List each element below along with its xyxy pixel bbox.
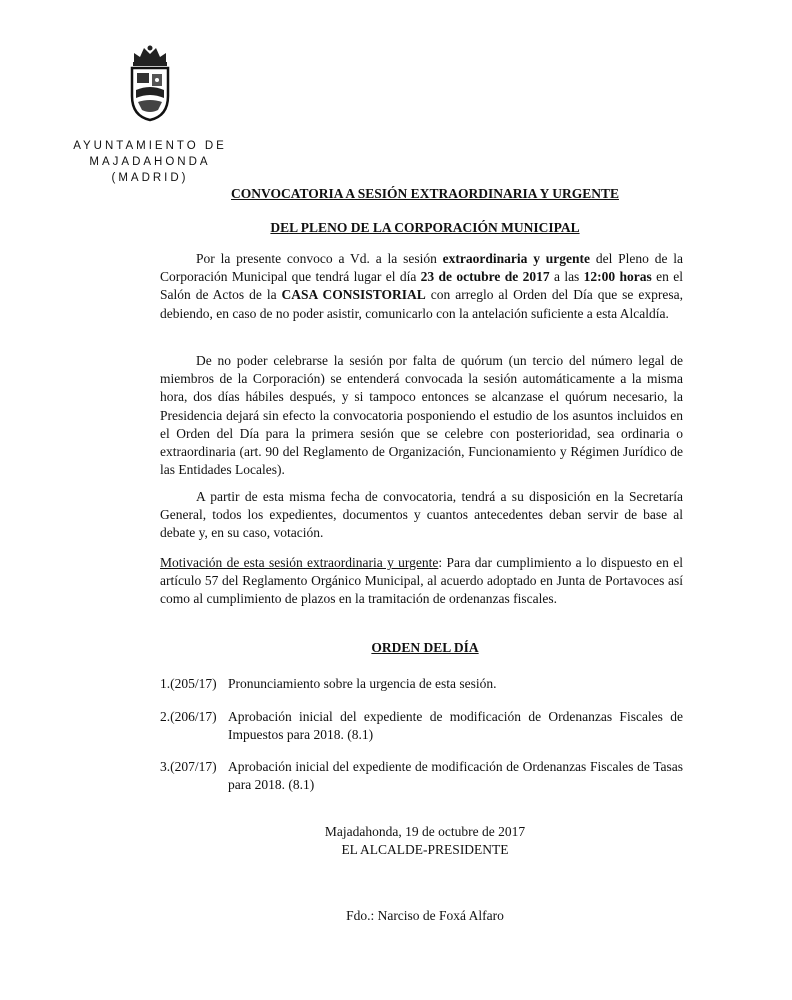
municipal-crest-icon (124, 44, 176, 122)
agenda-item (160, 675, 683, 693)
document-title: CONVOCATORIA A SESIÓN EXTRAORDINARIA Y URGENTE (231, 186, 619, 201)
session-time: 12:00 horas (583, 269, 652, 285)
institution-line-2: MAJADAHONDA (89, 156, 211, 168)
agenda-item-text: Aprobación inicial del expediente de modificación de Ordenanzas Fiscales de Tasas para 2018. (8.1) (228, 759, 683, 793)
agenda-item-text: Aprobación inicial del expediente de modificación de Ordenanzas Fiscales de Impuestos para 2018. (8.1) (228, 709, 683, 743)
paragraph-motivation: Motivación de esta sesión extraordinaria y urgente: Para dar cumplimiento a lo dispuesto en el artículo 57 del Reglamento Orgánico Municipal, al acuerdo adoptado en Junta de Portavoces así como al cumplimiento de plazos en la tramitación de ordenanzas fiscales. (160, 555, 683, 607)
institution-line-1: AYUNTAMIENTO DE (73, 140, 227, 152)
agenda-title: ORDEN DEL DÍA (371, 640, 479, 655)
paragraph-quorum: De no poder celebrarse la sesión por falta de quórum (un tercio del número legal de miembros de la Corporación) se entenderá convocada la sesión automáticamente a la misma hora, dos días hábiles después, y si tampoco entonces se alcanzase el quórum necesario, la Presidencia dejará sin efecto la convocatoria posponiendo el estudio de los asuntos incluidos en el Orden del Día para la primera sesión que se celebre con posterioridad, sea ordinaria o extraordinaria (art. 90 del Reglamento de Organización, Funcionamiento y Régimen Jurídico de las Entidades Locales). (160, 353, 683, 478)
motivation-label: Motivación de esta sesión extraordinaria y urgente (160, 555, 439, 570)
agenda-item (160, 708, 683, 744)
signature-name: Fdo.: Narciso de Foxá Alfaro (346, 908, 504, 923)
session-type: extraordinaria y urgente (442, 251, 591, 266)
session-date: 23 de octubre de 2017 (420, 269, 550, 285)
paragraph-documents: A partir de esta misma fecha de convocatoria, tendrá a su disposición en la Secretaría General, todos los expedientes, documentos y cuantos antecedentes deban servir de base al debate y, en su caso, votación. (160, 489, 683, 541)
agenda-item-number: 3.(207/17) (160, 759, 217, 774)
signature-place-date: Majadahonda, 19 de octubre de 2017 (324, 824, 526, 839)
institution-line-3: (MADRID) (111, 172, 189, 184)
session-venue: CASA CONSISTORIAL (281, 287, 426, 303)
document-subtitle: DEL PLENO DE LA CORPORACIÓN MUNICIPAL (270, 220, 580, 235)
agenda-item-text: Pronunciamiento sobre la urgencia de esta sesión. (228, 676, 497, 691)
agenda-item-number: 2.(206/17) (160, 709, 217, 724)
paragraph-convocation: Por la presente convoco a Vd. a la sesión extraordinaria y urgente del Pleno de la Corporación Municipal que tendrá lugar el día 23 de octubre de 2017 a las 12:00 horas en el Salón de Actos de la CASA CONSISTORIAL con arreglo al Orden del Día que se expresa, debiendo, en caso de no poder asistir, comunicarlo con la antelación suficiente a esta Alcaldía. (160, 251, 684, 321)
signature-role: EL ALCALDE-PRESIDENTE (341, 842, 509, 857)
agenda-item-number: 1.(205/17) (160, 676, 217, 691)
institution-header (60, 138, 240, 186)
agenda-item (160, 758, 683, 794)
